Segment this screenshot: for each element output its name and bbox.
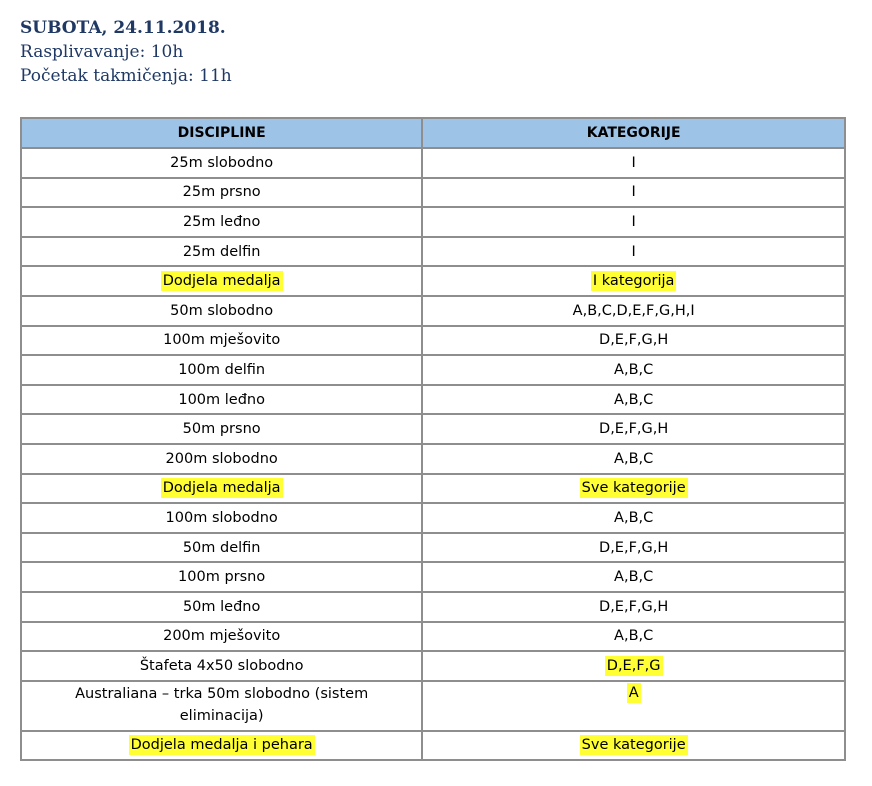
category-cell [422, 681, 845, 731]
table-row [21, 148, 845, 178]
category-cell [422, 207, 845, 237]
category-cell [422, 266, 845, 296]
discipline-cell [21, 474, 422, 504]
discipline-text: 100m mješovito [163, 332, 281, 349]
category-text: Sve kategorije [581, 737, 686, 754]
table-row [21, 296, 845, 326]
discipline-cell [21, 296, 422, 326]
discipline-cell [21, 355, 422, 385]
category-cell [422, 651, 845, 681]
table-row [21, 207, 845, 237]
discipline-cell [21, 266, 422, 296]
discipline-cell [21, 414, 422, 444]
category-cell [422, 474, 845, 504]
category-text: A,B,C [614, 628, 654, 645]
category-cell [422, 562, 845, 592]
discipline-text: 200m mješovito [163, 628, 281, 645]
discipline-text: Australiana – trka 50m slobodno (sistem eliminacija) [75, 685, 369, 724]
category-cell [422, 444, 845, 474]
category-cell [422, 355, 845, 385]
category-text: I [631, 154, 636, 171]
table-row [21, 237, 845, 267]
discipline-text: 50m delfin [182, 539, 261, 556]
discipline-text: 25m leđno [182, 213, 261, 230]
discipline-cell [21, 562, 422, 592]
table-row [21, 681, 845, 731]
category-cell [422, 237, 845, 267]
category-text: A,B,C [614, 391, 654, 408]
discipline-text: 200m slobodno [165, 450, 278, 467]
category-text: D,E,F,G,H [599, 598, 669, 615]
warmup-time: Rasplivavanje: 10h [20, 42, 184, 62]
category-cell [422, 326, 845, 356]
discipline-cell [21, 148, 422, 178]
category-text: D,E,F,G,H [599, 539, 669, 556]
category-cell [422, 592, 845, 622]
category-text: Sve kategorije [581, 480, 686, 497]
discipline-text: 100m prsno [178, 569, 266, 586]
discipline-text: 50m slobodno [170, 302, 274, 319]
table-row [21, 562, 845, 592]
discipline-text: 25m prsno [182, 184, 261, 201]
discipline-cell [21, 385, 422, 415]
discipline-text: 25m slobodno [170, 154, 274, 171]
category-text: I kategorija [592, 273, 675, 290]
category-cell [422, 178, 845, 208]
table-row [21, 731, 845, 761]
discipline-cell [21, 651, 422, 681]
column-header-category: KATEGORIJE [422, 118, 845, 148]
discipline-text: Štafeta 4x50 slobodno [139, 657, 304, 674]
discipline-text: 50m prsno [182, 421, 261, 438]
category-cell [422, 731, 845, 761]
column-header-discipline: DISCIPLINE [21, 118, 422, 148]
discipline-text: 100m delfin [178, 361, 266, 378]
event-date: SUBOTA, 24.11.2018. [20, 18, 226, 38]
category-cell [422, 414, 845, 444]
category-text: I [631, 184, 636, 201]
category-text: A,B,C [614, 569, 654, 586]
category-cell [422, 385, 845, 415]
category-text: D,E,F,G,H [599, 332, 669, 349]
table-row [21, 533, 845, 563]
start-time: Početak takmičenja: 11h [20, 66, 232, 86]
discipline-cell [21, 731, 422, 761]
discipline-cell [21, 237, 422, 267]
table-row [21, 651, 845, 681]
category-text: A [628, 684, 639, 701]
category-cell [422, 296, 845, 326]
discipline-text: 100m leđno [178, 391, 265, 408]
discipline-cell [21, 592, 422, 622]
discipline-cell [21, 178, 422, 208]
table-row [21, 622, 845, 652]
table-row [21, 326, 845, 356]
discipline-text: Dodjela medalja i pehara [130, 737, 313, 754]
category-cell [422, 148, 845, 178]
schedule-table [20, 117, 846, 761]
category-cell [422, 622, 845, 652]
discipline-cell [21, 326, 422, 356]
table-row [21, 592, 845, 622]
discipline-cell [21, 444, 422, 474]
table-row [21, 385, 845, 415]
category-text: I [631, 243, 636, 260]
discipline-cell [21, 622, 422, 652]
discipline-cell [21, 533, 422, 563]
discipline-text: 25m delfin [182, 243, 261, 260]
category-text: I [631, 213, 636, 230]
discipline-cell [21, 207, 422, 237]
category-text: A,B,C [614, 361, 654, 378]
category-cell [422, 503, 845, 533]
table-row [21, 178, 845, 208]
category-text: A,B,C [614, 509, 654, 526]
table-row [21, 355, 845, 385]
schedule-header [20, 16, 232, 88]
discipline-text: Dodjela medalja [162, 273, 281, 290]
discipline-text: Dodjela medalja [162, 480, 281, 497]
category-cell [422, 533, 845, 563]
category-text: A,B,C [614, 450, 654, 467]
table-row [21, 474, 845, 504]
table-row [21, 414, 845, 444]
table-row [21, 444, 845, 474]
category-text: D,E,F,G [606, 657, 661, 674]
discipline-text: 50m leđno [182, 598, 261, 615]
discipline-cell [21, 503, 422, 533]
table-row [21, 266, 845, 296]
table-header-row [21, 118, 845, 148]
category-text: D,E,F,G,H [599, 421, 669, 438]
discipline-text: 100m slobodno [165, 509, 278, 526]
table-row [21, 503, 845, 533]
category-text: A,B,C,D,E,F,G,H,I [572, 302, 695, 319]
discipline-cell [21, 681, 422, 731]
schedule-body [21, 148, 845, 760]
